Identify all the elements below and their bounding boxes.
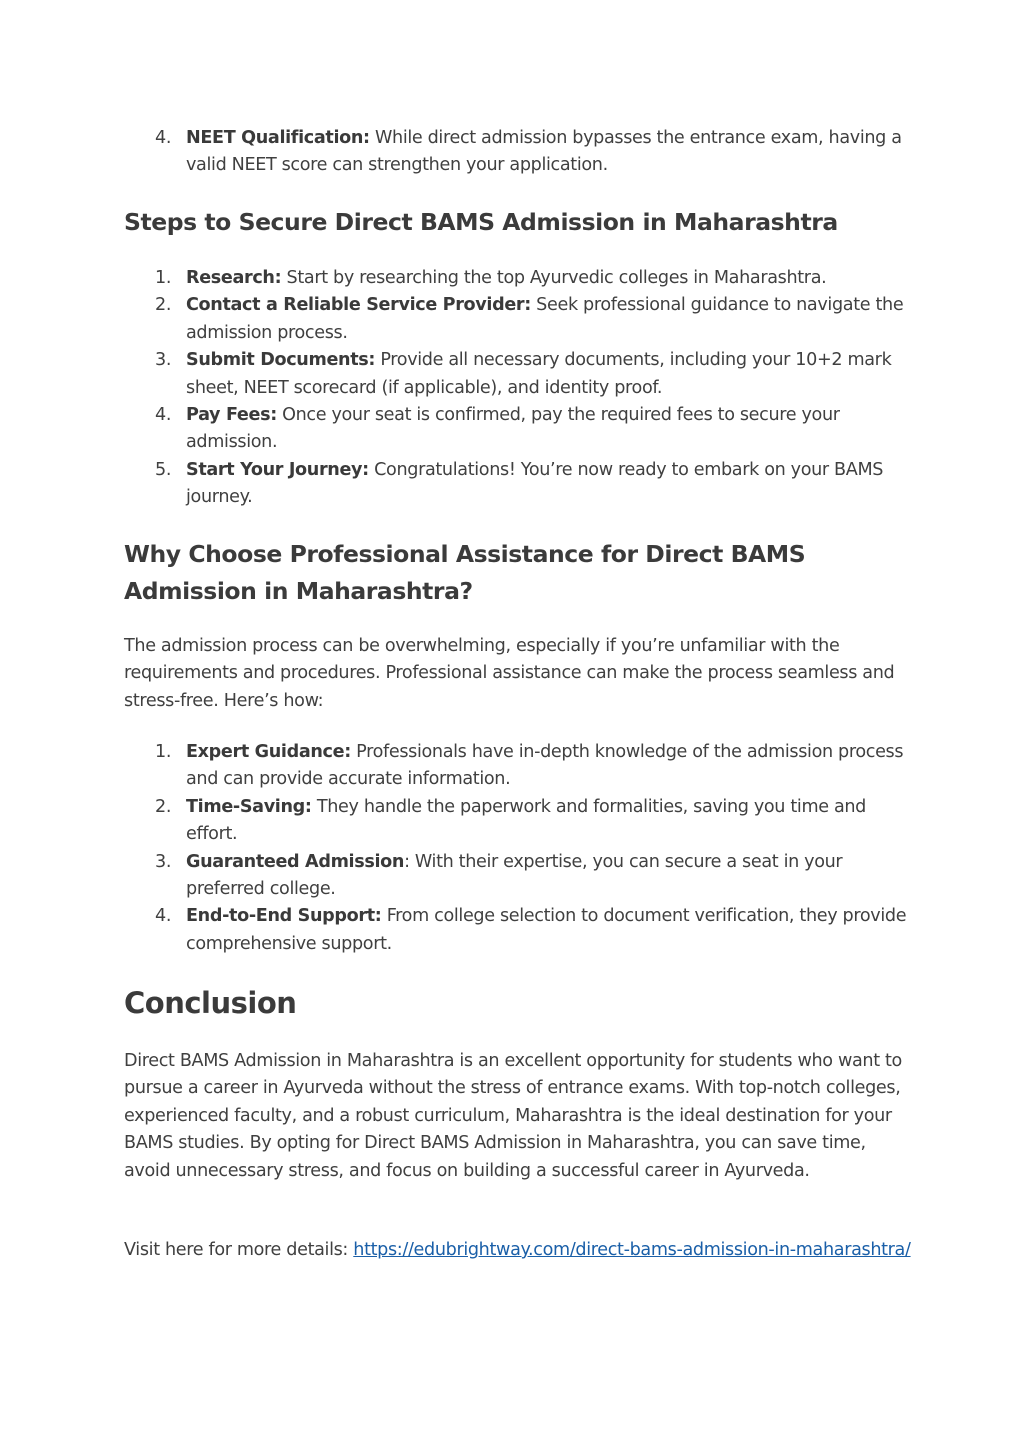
list-item [124, 903, 914, 958]
list-item-text: Once your seat is confirmed, pay the required fees to secure your admission. [186, 405, 840, 453]
why-heading: Why Choose Professional Assistance for Direct BAMS Admission in Maharashtra? [124, 540, 806, 605]
list-item [124, 347, 914, 402]
list-number: 4. [155, 405, 172, 426]
list-item-label: Time-Saving: [186, 796, 312, 817]
list-number: 1. [155, 268, 172, 288]
list-item-text: Provide all necessary documents, including your 10+2 mark sheet, NEET scorecard (if applicable), and identity proof. [186, 350, 892, 398]
conclusion-paragraph: Direct BAMS Admission in Maharashtra is an excellent opportunity for students who want to pursue a career in Ayurveda without the stress of entrance exams. With top-notch colleges, experienced faculty, and a robust curriculum, Maharashtra is the ideal destination for your BAMS studies. By opting for Direct BAMS Admission in Maharashtra, you can save time, avoid unnecessary stress, and focus on building a successful career in Ayurveda. [124, 1051, 902, 1181]
list-item-label: Expert Guidance: [186, 742, 351, 762]
visit-text: Visit here for more details: [124, 1240, 354, 1260]
list-item [124, 265, 914, 292]
list-item-text: : With their expertise, you can secure a seat in your preferred college. [186, 851, 843, 900]
list-number: 2. [155, 796, 172, 817]
steps-list [124, 265, 914, 512]
list-item-label: Guaranteed Admission [186, 851, 405, 872]
list-number: 4. [155, 906, 172, 927]
list-item-label: Contact a Reliable Service Provider: [186, 295, 531, 316]
benefits-list [124, 739, 914, 958]
list-item-text: Professionals have in-depth knowledge of the admission process and can provide accurate information. [186, 742, 904, 790]
list-item-text: While direct admission bypasses the entrance exam, having a valid NEET score can strengthen your application. [186, 128, 902, 176]
list-number: 1. [155, 742, 172, 762]
list-item-label: Research: [186, 268, 282, 288]
list-number: 2. [155, 295, 172, 316]
list-item-label: End-to-End Support: [186, 906, 382, 927]
list-item-label: Start Your Journey: [186, 459, 369, 480]
list-item [124, 794, 914, 849]
visit-paragraph [124, 1237, 914, 1264]
details-link[interactable]: https://edubrightway.com/direct-bams-admission-in-maharashtra/ [353, 1240, 911, 1260]
list-item [124, 125, 914, 180]
list-item [124, 292, 914, 347]
list-item-text: From college selection to document verification, they provide comprehensive support. [186, 906, 907, 954]
list-number: 3. [155, 350, 172, 371]
list-item [124, 457, 914, 512]
list-number: 5. [155, 459, 172, 480]
list-number: 4. [155, 128, 172, 148]
steps-heading: Steps to Secure Direct BAMS Admission in Maharashtra [124, 208, 838, 236]
conclusion-heading: Conclusion [124, 986, 297, 1020]
list-item-text: Seek professional guidance to navigate the admission process. [186, 295, 904, 343]
list-item-label: Submit Documents: [186, 350, 376, 371]
list-number: 3. [155, 851, 172, 872]
why-intro-paragraph: The admission process can be overwhelming, especially if you’re unfamiliar with the requirements and procedures. Professional assistance can make the process seamless and stress-free. Here’s how: [124, 636, 895, 711]
list-item-text: Congratulations! You’re now ready to embark on your BAMS journey. [186, 459, 884, 508]
eligibility-list [124, 125, 914, 180]
list-item [124, 849, 914, 904]
list-item [124, 402, 914, 457]
list-item-label: NEET Qualification: [186, 128, 370, 148]
list-item [124, 739, 914, 794]
list-item-text: They handle the paperwork and formalities, saving you time and effort. [186, 796, 866, 845]
list-item-text: Start by researching the top Ayurvedic colleges in Maharashtra. [281, 268, 827, 288]
list-item-label: Pay Fees: [186, 405, 277, 426]
